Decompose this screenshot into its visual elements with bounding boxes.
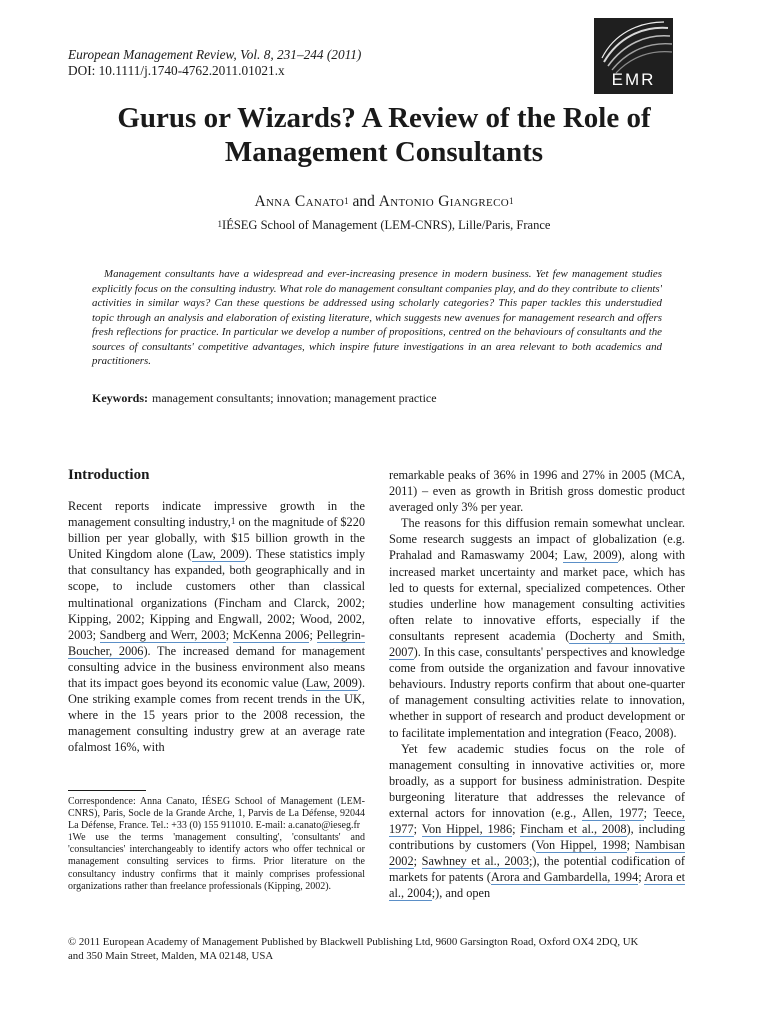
right-paragraph-0: remarkable peaks of 36% in 1996 and 27% in 2005 (MCA, 2011) – even as growth in British gross domestic product averaged only 3% per year. — [389, 468, 685, 515]
logo-text: EMR — [611, 70, 656, 89]
journal-header — [68, 47, 361, 78]
title-line-1: Gurus or Wizards? A Review of the Role of — [117, 102, 651, 134]
citation-link[interactable]: Nambisan 2002 — [389, 838, 685, 869]
text-run: ), along with increased market uncertainty and market pace, which has led to quests for external, specialized competences. Other studies underline how management consulting activities often relate to innovative efforts, especially if the consultants represent academia ( — [389, 548, 686, 643]
text-run: ;), the potential codification of markets for patents ( — [389, 854, 686, 885]
paper-title — [40, 101, 728, 169]
citation-link[interactable]: Von Hippel, 1986 — [421, 822, 513, 837]
copyright-notice — [68, 936, 688, 963]
citation-link[interactable]: Allen, 1977 — [582, 805, 644, 820]
author-conjunction: and — [348, 193, 379, 210]
text-run: ; — [643, 805, 654, 820]
emr-logo — [594, 18, 673, 94]
right-column — [389, 467, 685, 902]
citation-link[interactable]: Docherty and Smith, 2007 — [389, 628, 685, 660]
copyright-line-2: and 350 Main Street, Malden, MA 02148, USA — [68, 949, 274, 962]
author-list — [40, 193, 728, 211]
footnote-1-mark: 1 — [68, 832, 73, 843]
copyright-line-1: © 2011 European Academy of Management Published by Blackwell Publishing Ltd, 9600 Garsington Road, Oxford OX4 2DQ, UK — [68, 936, 639, 948]
abstract: Management consultants have a widespread and ever-increasing presence in modern business. Yet few management studies explicitly focus on the consulting industry. What role do management consultant companies play, and do they contribute to clients' activities in similar ways? Can these questions be addressed using scholarly categories? This paper tackles this understudied topic through an analysis and elaboration of existing literature, which suggests new avenues for management research and offers fresh reflections for practice. In particular we develop a number of propositions, centred on the behaviours of consultants and the sources of consultants' competitive advantages, which inspire future investigations in an area relevant to both academics and practitioners. — [92, 268, 662, 367]
text-run: ), including contributions by customers ( — [389, 822, 685, 853]
author-1: Anna Canato — [254, 193, 345, 210]
text-run: ). These statistics imply that consultancy has expanded, both geographically and in scope, to include customers other than classical multinational organizations (Fincham and Clarck, 2002; Kipping, 2002; Kipping and Engwall, 2002; Wood, 2002, 2003; — [68, 547, 365, 642]
footnote-divider — [68, 790, 146, 791]
correspondence-note: Correspondence: Anna Canato, IÉSEG School of Management (LEM-CNRS), Paris, Socle de la Grande Arche, 1, Parvis de La Défense, 92044 La Défense, France. Tel.: +33 (0) 155 911010. E-mail: a.canato@ieseg.fr — [68, 796, 365, 832]
section-heading-introduction: Introduction — [68, 467, 150, 483]
affiliation — [40, 218, 728, 233]
right-paragraph-2 — [389, 515, 685, 740]
text-run: ; — [413, 854, 422, 869]
text-run: ). One striking example comes from recent trends in the UK, where in the 15 years prior to the 2008 recession, the management consulting industry grew at an average rate ofalmost 16%, with — [68, 676, 366, 755]
text-run: ; — [638, 870, 645, 885]
footnote-ref-1[interactable]: 1 — [230, 516, 236, 527]
citation-link[interactable]: Von Hippel, 1998 — [535, 838, 627, 853]
title-line-2: Management Consultants — [224, 136, 544, 168]
text-run: ; — [225, 627, 233, 642]
text-run: ;), and open — [431, 886, 491, 901]
footnote-1 — [68, 832, 365, 892]
footnotes — [68, 796, 365, 893]
citation-link[interactable]: McKenna 2006 — [232, 627, 310, 642]
right-paragraph-3 — [389, 741, 685, 902]
citation-link[interactable]: Sawhney et al., 2003 — [421, 854, 529, 869]
text-run: ; — [626, 838, 636, 853]
citation-link[interactable]: Fincham et al., 2008 — [520, 822, 627, 837]
text-run: ). In this case, consultants' perspectives and knowledge come from outside the organization and favour innovative behaviours. Industry reports confirm that about one-quarter of management consulting activities relate to innovation, whether in support of research and product development or to facilitate implementation and integration (Feaco, 2008). — [389, 645, 685, 740]
intro-paragraph-1 — [68, 498, 365, 756]
citation-link[interactable]: Law, 2009 — [563, 548, 618, 563]
text-run: Recent reports indicate impressive growth in the management consulting industry, — [68, 499, 365, 530]
citation-link[interactable]: Pellegrin-Boucher, 2006 — [68, 627, 365, 658]
affiliation-text: IÉSEG School of Management (LEM-CNRS), Lille/Paris, France — [222, 218, 551, 232]
citation-link[interactable]: Arora and Gambardella, 1994 — [490, 870, 639, 885]
affiliation-mark: 1 — [217, 219, 223, 229]
text-run: ; — [309, 627, 317, 642]
citation-link[interactable]: Arora et al., 2004 — [389, 870, 685, 901]
citation-link[interactable]: Teece, 1977 — [389, 805, 685, 837]
author-2-affil-mark: 1 — [508, 196, 514, 206]
author-1-affil-mark: 1 — [344, 196, 349, 206]
journal-citation: European Management Review, Vol. 8, 231–244 (2011) — [68, 47, 362, 62]
text-run: ; — [413, 822, 422, 837]
text-run: Yet few academic studies focus on the role of management consulting in innovative activities or, more broadly, as a support for business administration. Despite burgeoning literature that addresses the relevance of external actors for innovation (e.g., — [389, 741, 685, 820]
text-run: ; — [512, 822, 521, 837]
keywords-label: Keywords: — [92, 391, 148, 405]
text-run: The reasons for this diffusion remain somewhat unclear. Some research suggests an impact of globalization (e.g. Prahalad and Ramaswamy 2004; — [389, 516, 685, 563]
citation-link[interactable]: Sandberg and Werr, 2003 — [99, 627, 226, 642]
author-2: Antonio Giangreco — [378, 193, 509, 210]
keywords — [92, 391, 437, 406]
citation-link[interactable]: Law, 2009 — [305, 676, 358, 691]
footnote-1-text: We use the terms 'management consulting', 'consultants' and 'consultancies' interchangeably to identify actors who offer technical or management consulting services to firms. Prior literature on the consultancy industry confirms that it mainly comprises professional organizations rather than freelance professionals (Kipping, 2002). — [68, 832, 365, 892]
text-run: ). The increased demand for management consulting advice in the business environment also means that its impact goes beyond its economic value ( — [68, 643, 365, 691]
text-run: on the magnitude of $220 billion per year globally, with $15 billion growth in the United Kingdom alone ( — [68, 515, 366, 562]
citation-link[interactable]: Law, 2009 — [191, 547, 245, 562]
doi[interactable]: DOI: 10.1111/j.1740-4762.2011.01021.x — [68, 62, 285, 78]
keywords-text: management consultants; innovation; management practice — [152, 391, 437, 405]
